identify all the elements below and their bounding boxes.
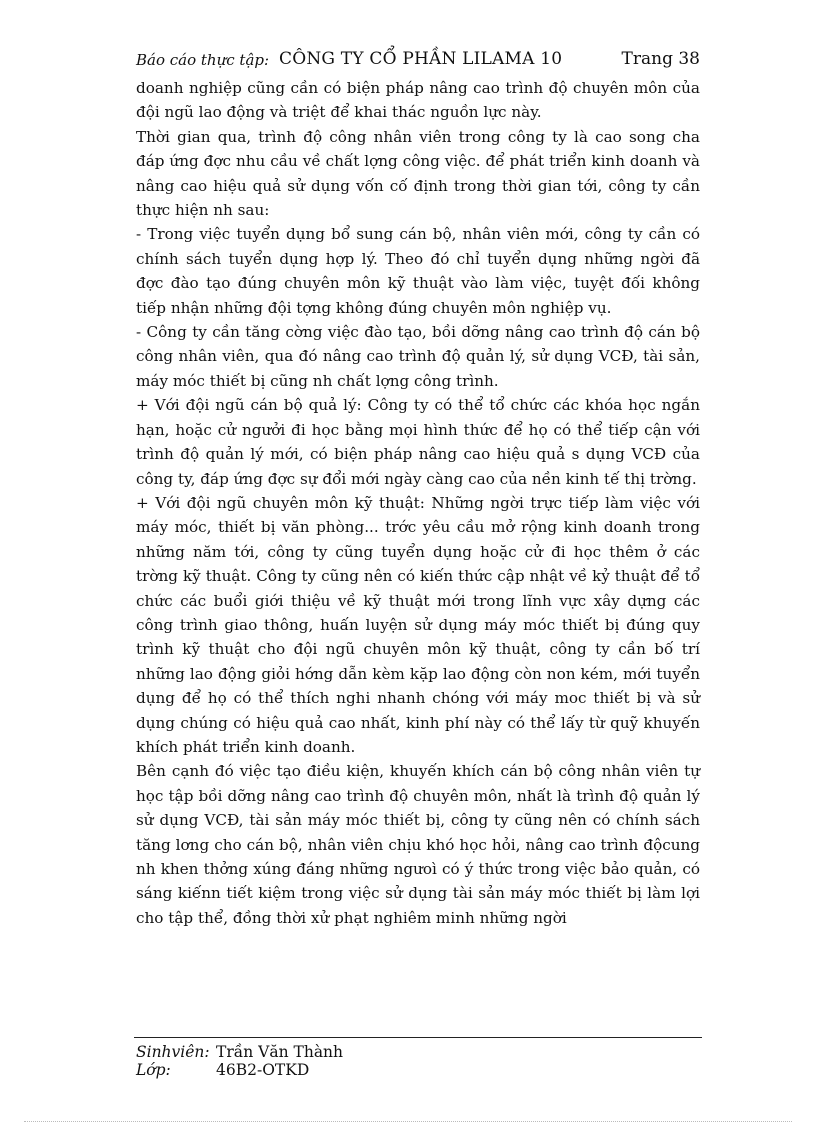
paragraph: + Với đội ngũ cán bộ quả lý: Công ty có thể tổ chức các khóa học ngắn hạn, hoặc cử ngưởi đi học bằng mọi hình thức để họ có thể tiếp cận với trình độ quản lý mới, có biện pháp nâng cao hiệu quả s dụng VCĐ của công ty, đáp ứng đợc sự đổi mới ngày càng cao của nền kinh tế thị trờng. <box>136 396 700 488</box>
paragraph: doanh nghiệp cũng cần có biện pháp nâng cao trình độ chuyên môn của đội ngũ lao động và triệt để khai thác nguồn lực này. <box>136 79 700 122</box>
report-label: Báo cáo thực tập: <box>136 51 270 69</box>
student-row <box>136 1043 343 1061</box>
footer-divider <box>134 1037 702 1038</box>
student-label: Sinhviên: <box>136 1043 210 1061</box>
student-name: Trần Văn Thành <box>216 1043 344 1061</box>
page-bottom-border <box>24 1121 792 1122</box>
company-name: CÔNG TY CỔ PHẦN LILAMA 10 <box>279 49 563 69</box>
paragraph: Bên cạnh đó việc tạo điều kiện, khuyến khích cán bộ công nhân viên tự học tập bồi dỡng nâng cao trình độ chuyên môn, nhất là trình độ quản lý sử dụng VCĐ, tài sản máy móc thiết bị, công ty cũng nên có chính sách tăng lơng cho cán bộ, nhân viên chịu khó học hỏi, nâng cao trình độcung nh khen thởng xúng đáng những ngưoì có ý thức trong việc bảo quản, có sáng kiếnn tiết kiệm trong việc sử dụng tài sản máy móc thiết bị làm lợi cho tập thể, đồng thời xử phạt nghiêm minh những ngời <box>136 762 700 927</box>
class-row <box>136 1061 343 1079</box>
class-label: Lớp: <box>136 1061 171 1079</box>
paragraph: - Công ty cần tăng cờng việc đào tạo, bồi dỡng nâng cao trình độ cán bộ công nhân viên, qua đó nâng cao trình độ quản lý, sử dụng VCĐ, tài sản, máy móc thiết bị cũng nh chất lợng công trình. <box>136 323 700 390</box>
page-number: Trang 38 <box>621 49 700 69</box>
paragraph: Thời gian qua, trình độ công nhân viên trong công ty là cao song cha đáp ứng đợc nhu cầu về chất lợng công việc. để phát triển kinh doanh và nâng cao hiệu quả sử dụng vốn cố định trong thời gian tới, công ty cần thực hiện nh sau: <box>136 127 700 220</box>
body-text <box>136 76 700 930</box>
class-value: 46B2-OTKD <box>216 1061 310 1079</box>
page-footer <box>136 1043 343 1079</box>
paragraph: + Với đội ngũ chuyên môn kỹ thuật: Những ngời trực tiếp làm việc với máy móc, thiết bị văn phòng... trớc yêu cầu mở rộng kinh doanh trong những năm tới, công ty cũng tuyển dụng hoặc cử đi học thêm ở các trờng kỹ thuật. Công ty cũng nên có kiến thức cập nhật về kỷ thuật để tổ chức các buổi giới thiệu về kỹ thuật mới trong lĩnh vực xây dựng các công trình giao thông, huấn luyện sử dụng máy móc thiết bị đúng quy trình kỹ thuật cho đội ngũ chuyên môn kỹ thuật, công ty cần bố trí những lao động giỏi hớng dẫn kèm kặp lao động còn non kém, mới tuyển dụng để họ có thể thích nghi nhanh chóng với máy moc thiết bị và sử dụng chúng có hiệu quả cao nhất, kinh phí này có thể lấy từ quỹ khuyến khích phát triển kinh doanh. <box>136 493 700 756</box>
page-header <box>136 48 700 74</box>
paragraph: - Trong việc tuyển dụng bổ sung cán bộ, nhân viên mới, công ty cần có chính sách tuyển dụng hợp lý. Theo đó chỉ tuyển dụng những ngời đã đợc đào tạo đúng chuyên môn kỹ thuật vào làm việc, tuyệt đối không tiếp nhận những đội tợng không đúng chuyên môn nghiệp vụ. <box>136 225 700 317</box>
